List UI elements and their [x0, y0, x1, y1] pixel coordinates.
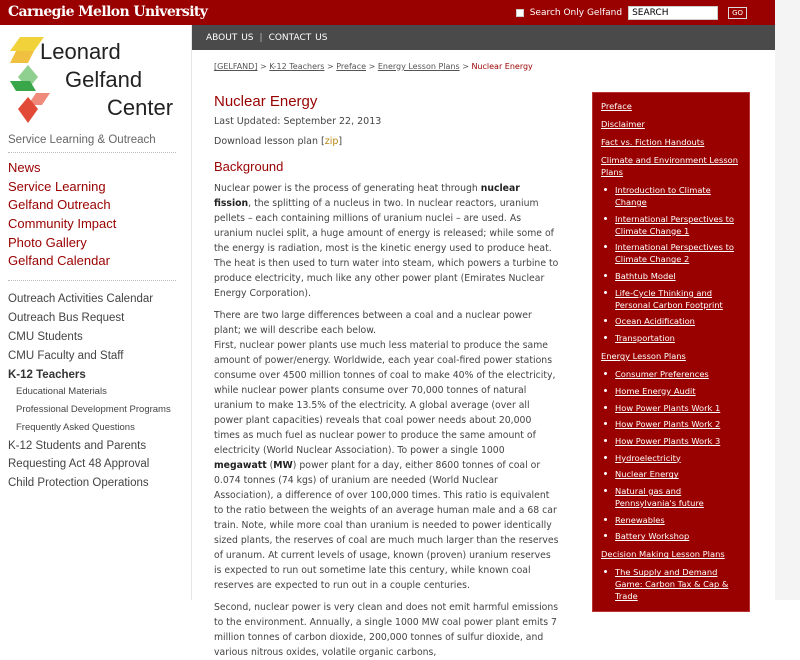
- search-only-label: Search Only Gelfand: [529, 8, 623, 18]
- menu-link[interactable]: Fact vs. Fiction Handouts: [601, 137, 705, 147]
- secondary-nav-item[interactable]: Child Protection Operations: [8, 477, 149, 490]
- crumb-energy-lesson-plans[interactable]: Energy Lesson Plans: [377, 62, 460, 71]
- logo-gelfand: Gelfand: [65, 67, 143, 92]
- menu-link[interactable]: Life-Cycle Thinking and Personal Carbon Footprint: [615, 287, 723, 310]
- menu-list-item: [601, 566, 741, 602]
- search-only-checkbox[interactable]: [516, 9, 524, 17]
- menu-list-item: [601, 213, 741, 237]
- menu-link[interactable]: How Power Plants Work 3: [615, 435, 721, 446]
- download-label: Download lesson plan [: [214, 136, 325, 147]
- menu-list-item: [601, 514, 741, 526]
- download-zip-link[interactable]: zip: [324, 136, 339, 147]
- crumb-current: Nuclear Energy: [471, 62, 533, 71]
- menu-link[interactable]: Nuclear Energy: [615, 469, 679, 480]
- section-heading: Background: [214, 159, 284, 174]
- text: Nuclear power is the process of generating heat through: [214, 183, 481, 194]
- text: (: [266, 460, 274, 471]
- menu-link[interactable]: Disclaimer: [601, 119, 645, 129]
- menu-list-item: [601, 485, 741, 509]
- secondary-nav-item[interactable]: CMU Faculty and Staff: [8, 349, 124, 362]
- crumb-preface[interactable]: Preface: [336, 62, 367, 71]
- menu-list-item: [601, 368, 741, 380]
- menu-link[interactable]: International Perspectives to Climate Change 2: [615, 242, 734, 265]
- search-area: [516, 6, 747, 20]
- go-button[interactable]: GO: [728, 7, 747, 19]
- menu-list-item: [601, 241, 741, 265]
- nav-news[interactable]: News: [8, 160, 41, 175]
- divider: [8, 152, 176, 153]
- secondary-nav-item[interactable]: Educational Materials: [16, 385, 107, 397]
- download-line: [214, 136, 559, 147]
- menu-link[interactable]: Preface: [601, 101, 632, 111]
- download-bracket: ]: [338, 136, 343, 147]
- cmu-wordmark[interactable]: Carnegie Mellon University: [8, 4, 208, 20]
- lesson-plan-menu: [592, 92, 750, 612]
- main-nav: [8, 160, 116, 272]
- menu-list-item: [601, 385, 741, 397]
- secondary-nav-item[interactable]: Requesting Act 48 Approval: [8, 458, 150, 471]
- breadcrumb: [214, 62, 559, 71]
- menu-list-item: [601, 270, 741, 282]
- nav-photo-gallery[interactable]: Photo Gallery: [8, 234, 87, 250]
- nav-about-us[interactable]: ABOUT US: [206, 33, 254, 43]
- text: ) power plant for a day, either 8600 tonnes of coal or 0.074 tonnes (74 kgs) of uranium are needed (World Nuclear Association), a difference of over 100,000 times. This ratio is equivalent to the ratio between the weights of an average human male and a 68 car train. Note, while more coal than uranium is needed to power identically sized plants, the reserves of coal are much much larger than the reserves of uranum. At current levels of usage, known (proven) uranium reserves is expected to run out sometime late this century, while known coal reserves are expected to run out in a couple centuries.: [214, 460, 559, 591]
- secondary-nav-item[interactable]: K-12 Teachers: [8, 368, 86, 381]
- menu-heading-link[interactable]: Climate and Environment Lesson Plans: [601, 155, 738, 177]
- menu-link[interactable]: Consumer Preferences: [615, 369, 709, 380]
- nav-gelfand-calendar[interactable]: Gelfand Calendar: [8, 253, 110, 269]
- crumb-k12-teachers[interactable]: K-12 Teachers: [269, 62, 325, 71]
- crumb-sep: >: [327, 62, 334, 71]
- text: There are two large differences between a coal and a nuclear power plant; we will describe each below.: [214, 310, 532, 336]
- crumb-sep: >: [462, 62, 469, 71]
- paragraph: [214, 308, 559, 593]
- menu-list-item: [601, 530, 741, 542]
- text: , the splitting of a nucleus in two. In nuclear reactors, uranium pellets – each containing millions of uranium nuclei – are used. As uranium nuclei split, a huge amount of energy is released; while some of the energy is radiation, most is the kinetic energy used to produce heat. The heat is then used to turn water into steam, which powers a turbine to produce electricity, much like any other power plant (Emirates Nuclear Energy Corporation).: [214, 198, 559, 299]
- menu-list-item: [601, 184, 741, 208]
- bold-term: MW: [273, 460, 293, 471]
- nav-service-learning[interactable]: Service Learning: [8, 178, 106, 194]
- menu-heading-link[interactable]: Energy Lesson Plans: [601, 351, 686, 362]
- menu-link[interactable]: How Power Plants Work 2: [615, 419, 721, 430]
- gelfand-logo[interactable]: [8, 35, 188, 145]
- nav-community-impact[interactable]: Community Impact: [8, 216, 117, 232]
- menu-list-item: [601, 332, 741, 344]
- menu-link[interactable]: Home Energy Audit: [615, 385, 696, 396]
- nav-gelfand-outreach[interactable]: Gelfand Outreach: [8, 197, 111, 213]
- secondary-nav-item[interactable]: K-12 Students and Parents: [8, 439, 147, 452]
- secondary-nav-item[interactable]: Outreach Bus Request: [8, 311, 125, 324]
- menu-link[interactable]: The Supply and Demand Game: Carbon Tax & Cap & Trade: [615, 567, 729, 602]
- menu-list-item: [601, 452, 741, 464]
- top-nav: [192, 25, 775, 50]
- menu-heading-link[interactable]: Decision Making Lesson Plans: [601, 549, 725, 560]
- crumb-gelfand[interactable]: [GELFAND]: [214, 62, 258, 71]
- search-input[interactable]: [628, 6, 718, 20]
- menu-link[interactable]: Bathtub Model: [615, 271, 676, 282]
- main-content: [214, 50, 559, 660]
- last-updated: Last Updated: September 22, 2013: [214, 116, 382, 127]
- nav-contact-us[interactable]: CONTACT US: [268, 33, 328, 43]
- menu-list-item: [601, 287, 741, 311]
- secondary-nav: [8, 293, 171, 496]
- menu-list: [601, 566, 741, 602]
- menu-link[interactable]: Natural gas and Pennsylvania's future: [615, 485, 704, 508]
- page-title: Nuclear Energy: [214, 93, 318, 110]
- logo-center: Center: [107, 95, 174, 120]
- top-bar: [0, 0, 775, 25]
- paragraph: Second, nuclear power is very clean and does not emit harmful emissions to the environment. Annually, a single 1000 MW coal power plant emits 7 million tonnes of carbon dioxide, 200,000 tonnes of sulfur dioxide, and various nitrous oxides, volatile organic carbons,: [214, 602, 559, 658]
- menu-list-item: [601, 468, 741, 480]
- menu-link[interactable]: International Perspectives to Climate Change 1: [615, 213, 734, 236]
- crumb-sep: >: [368, 62, 376, 71]
- bold-term: megawatt: [214, 460, 267, 471]
- nav-separator: |: [259, 33, 263, 43]
- bold-term: nuclear fission: [214, 183, 520, 209]
- menu-link[interactable]: Introduction to Climate Change: [615, 185, 711, 207]
- left-sidebar: [0, 25, 192, 600]
- menu-list: [601, 184, 741, 344]
- paragraph: [214, 181, 559, 301]
- menu-link[interactable]: Ocean Acidification: [615, 316, 695, 327]
- menu-list: [601, 368, 741, 542]
- logo-leonard: Leonard: [40, 39, 121, 64]
- menu-link[interactable]: Transportation: [615, 333, 675, 344]
- page-margin: [775, 0, 800, 600]
- logo-tagline: Service Learning & Outreach: [8, 134, 156, 146]
- menu-list-item: [601, 315, 741, 327]
- secondary-nav-item[interactable]: CMU Students: [8, 330, 83, 343]
- menu-link[interactable]: Battery Workshop: [615, 531, 690, 542]
- menu-link[interactable]: Renewables: [615, 514, 665, 525]
- secondary-nav-item[interactable]: Professional Development Programs: [16, 403, 171, 415]
- menu-link[interactable]: How Power Plants Work 1: [615, 402, 721, 413]
- crumb-sep: >: [259, 62, 267, 71]
- menu-list-item: [601, 435, 741, 447]
- divider: [8, 280, 176, 281]
- text: First, nuclear power plants use much less material to produce the same amount of power/energy. Worldwide, each year coal-fired power stations consume over 4500 million tonnes of coal to make 40% of the electricity, while nuclear power plants consume over 70,000 tonnes of natural uranium to make 13.5% of the electricity. A global average (over all power plant capacities) reveals that coal power needs about 20,000 times as much fuel as nuclear power to produce the same amount of electricity (World Nuclear Association). To power a single 1000: [214, 340, 556, 456]
- menu-list-item: [601, 418, 741, 430]
- secondary-nav-item[interactable]: Outreach Activities Calendar: [8, 293, 154, 305]
- secondary-nav-item[interactable]: Frequently Asked Questions: [16, 421, 135, 433]
- menu-list-item: [601, 402, 741, 414]
- menu-link[interactable]: Hydroelectricity: [615, 452, 681, 463]
